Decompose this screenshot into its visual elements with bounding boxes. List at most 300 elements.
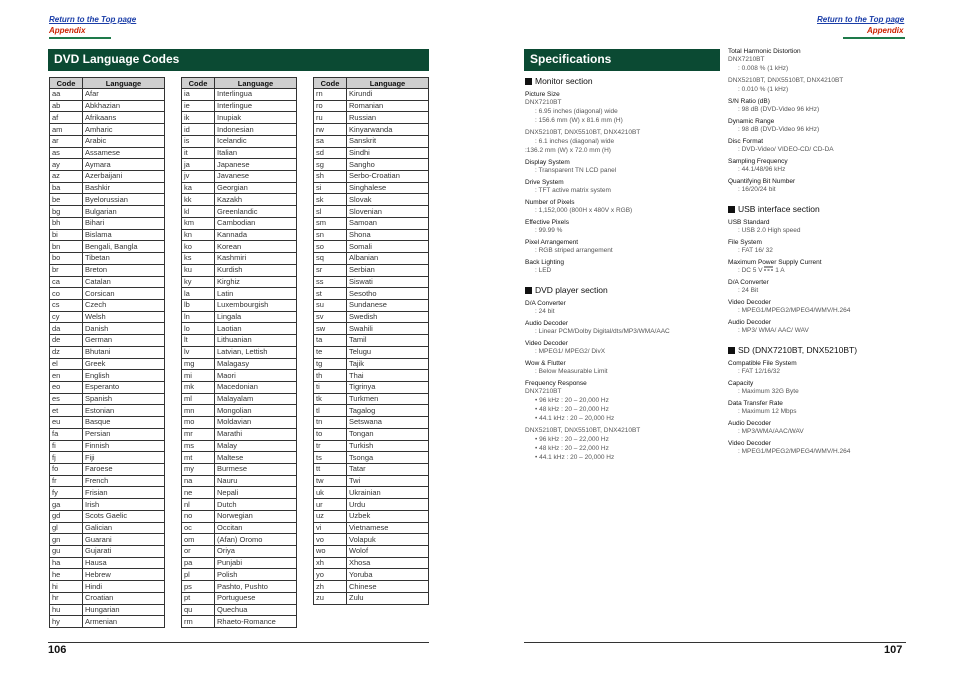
table-row <box>182 370 297 382</box>
spec-value: : 156.6 mm (W) x 81.6 mm (H) <box>535 117 623 124</box>
table-row <box>182 534 297 546</box>
table-row <box>182 522 297 534</box>
table-row <box>182 499 297 511</box>
table-row <box>182 159 297 171</box>
table-row <box>314 100 429 112</box>
language-name-cell: Greenlandic <box>215 206 297 218</box>
table-row <box>314 206 429 218</box>
table-row <box>314 299 429 311</box>
language-code-cell: ps <box>182 581 215 593</box>
language-name-cell: Samoan <box>347 217 429 229</box>
table-row <box>182 264 297 276</box>
language-code-cell: sn <box>314 229 347 241</box>
language-code-cell: om <box>182 534 215 546</box>
table-row <box>182 89 297 101</box>
language-name-cell: Malayalam <box>215 393 297 405</box>
spec-value: : RGB striped arrangement <box>535 247 613 254</box>
table-row <box>314 581 429 593</box>
table-row <box>182 592 297 604</box>
language-name-cell: Telugu <box>347 346 429 358</box>
language-name-cell: Inupiak <box>215 112 297 124</box>
language-name-cell: Serbo-Croatian <box>347 171 429 183</box>
table-row <box>182 487 297 499</box>
language-name-cell: Singhalese <box>347 182 429 194</box>
spec-value: : MPEG1/MPEG2/MPEG4/WMV/H.264 <box>738 448 851 455</box>
language-name-cell: Croatian <box>83 592 165 604</box>
language-code-cell: sd <box>314 147 347 159</box>
language-name-cell: Twi <box>347 475 429 487</box>
usb-video-decoder-label: Video Decoder <box>728 299 771 306</box>
language-code-cell: sg <box>314 159 347 171</box>
frequency-item: • 44.1 kHz : 20 – 20,000 Hz <box>535 415 615 422</box>
language-name-cell: (Afan) Oromo <box>215 534 297 546</box>
square-bullet-icon <box>728 347 735 354</box>
language-name-cell: Kurdish <box>215 264 297 276</box>
dc-symbol-icon <box>764 266 773 272</box>
table-row <box>182 604 297 616</box>
language-name-cell: Faroese <box>83 464 165 476</box>
effective-pixels-label: Effective Pixels <box>525 219 569 226</box>
spec-value: : 99.99 % <box>535 227 563 234</box>
language-name-cell: Siswati <box>347 276 429 288</box>
language-name-cell: Bulgarian <box>83 206 165 218</box>
usb-standard-label: USB Standard <box>728 219 770 226</box>
language-code-cell: my <box>182 464 215 476</box>
language-name-cell: Russian <box>347 112 429 124</box>
table-row <box>314 464 429 476</box>
spec-value: : FAT 12/16/32 <box>738 368 781 375</box>
language-name-cell: Hindi <box>83 581 165 593</box>
spec-value: : 6.95 inches (diagonal) wide <box>535 108 618 115</box>
language-name-cell: Italian <box>215 147 297 159</box>
header-rule-left <box>49 37 111 39</box>
table-row <box>182 358 297 370</box>
language-code-cell: gu <box>50 546 83 558</box>
language-name-cell: Moldavian <box>215 417 297 429</box>
language-name-cell: Xhosa <box>347 557 429 569</box>
language-name-cell: Lingala <box>215 311 297 323</box>
table-row <box>50 510 165 522</box>
col-header-code: Code <box>314 78 347 89</box>
table-row <box>314 346 429 358</box>
table-row <box>182 557 297 569</box>
table-row <box>314 417 429 429</box>
sd-section-heading: SD (DNX7210BT, DNX5210BT) <box>728 345 908 355</box>
language-name-cell: Galician <box>83 522 165 534</box>
language-code-cell: to <box>314 428 347 440</box>
table-row <box>182 147 297 159</box>
table-row <box>182 428 297 440</box>
language-code-cell: sm <box>314 217 347 229</box>
spec-value: : 44.1/48/96 kHz <box>738 166 786 173</box>
pixel-arrangement-label: Pixel Arrangement <box>525 239 579 246</box>
language-name-cell: Fiji <box>83 452 165 464</box>
table-row <box>182 417 297 429</box>
language-code-cell: gl <box>50 522 83 534</box>
language-code-cell: mg <box>182 358 215 370</box>
table-row <box>182 464 297 476</box>
table-row <box>50 370 165 382</box>
sd-audio-decoder-label: Audio Decoder <box>728 420 771 427</box>
spec-value: : 98 dB (DVD-Video 96 kHz) <box>738 126 820 133</box>
language-code-cell: kn <box>182 229 215 241</box>
table-row <box>182 276 297 288</box>
language-code-cell: eu <box>50 417 83 429</box>
table-row <box>314 253 429 265</box>
table-row <box>50 112 165 124</box>
language-code-cell: ru <box>314 112 347 124</box>
col-header-language: Language <box>215 78 297 89</box>
spec-value: : Linear PCM/Dolby Digital/dts/MP3/WMA/AAC <box>535 328 670 335</box>
language-name-cell: Hausa <box>83 557 165 569</box>
language-name-cell: Icelandic <box>215 135 297 147</box>
language-code-cell: rw <box>314 124 347 136</box>
table-row <box>182 546 297 558</box>
language-code-cell: uz <box>314 510 347 522</box>
back-lighting-label: Back Lighting <box>525 259 565 266</box>
language-name-cell: Kirghiz <box>215 276 297 288</box>
language-code-cell: is <box>182 135 215 147</box>
language-name-cell: Sanskrit <box>347 135 429 147</box>
table-row <box>182 100 297 112</box>
language-name-cell: Aymara <box>83 159 165 171</box>
table-row <box>50 569 165 581</box>
language-code-cell: mi <box>182 370 215 382</box>
language-code-cell: bi <box>50 229 83 241</box>
language-code-cell: sq <box>314 253 347 265</box>
table-row <box>314 405 429 417</box>
language-name-cell: Romanian <box>347 100 429 112</box>
table-row <box>314 487 429 499</box>
language-code-cell: tr <box>314 440 347 452</box>
language-name-cell: Albanian <box>347 253 429 265</box>
language-code-table-3 <box>313 77 429 605</box>
table-row <box>50 253 165 265</box>
language-code-cell: hy <box>50 616 83 628</box>
table-row <box>314 229 429 241</box>
table-row <box>50 206 165 218</box>
language-name-cell: Basque <box>83 417 165 429</box>
language-name-cell: Hebrew <box>83 569 165 581</box>
language-code-cell: ks <box>182 253 215 265</box>
language-name-cell: Mongolian <box>215 405 297 417</box>
usb-da-converter-label: D/A Converter <box>728 279 769 286</box>
language-code-cell: tw <box>314 475 347 487</box>
language-code-cell: hu <box>50 604 83 616</box>
language-code-cell: sv <box>314 311 347 323</box>
language-name-cell: Spanish <box>83 393 165 405</box>
language-name-cell: Sangho <box>347 159 429 171</box>
sd-file-system-label: Compatible File System <box>728 360 797 367</box>
table-row <box>314 217 429 229</box>
dvd-language-codes-title: DVD Language Codes <box>48 49 429 71</box>
language-name-cell: Punjabi <box>215 557 297 569</box>
language-code-cell: eo <box>50 381 83 393</box>
section-label-left: Appendix <box>49 26 86 35</box>
square-bullet-icon <box>525 78 532 85</box>
language-name-cell: Occitan <box>215 522 297 534</box>
table-row <box>182 288 297 300</box>
header-rule-right <box>843 37 905 39</box>
language-code-cell: ba <box>50 182 83 194</box>
table-row <box>314 182 429 194</box>
spec-value: : 0.010 % (1 kHz) <box>738 86 789 93</box>
language-name-cell: Ukrainian <box>347 487 429 499</box>
language-code-cell: fj <box>50 452 83 464</box>
language-code-cell: or <box>182 546 215 558</box>
language-name-cell: Frisian <box>83 487 165 499</box>
table-row <box>50 217 165 229</box>
spec-column-1 <box>525 74 721 466</box>
language-code-cell: fi <box>50 440 83 452</box>
wow-flutter-label: Wow & Flutter <box>525 360 566 367</box>
table-row <box>182 194 297 206</box>
language-code-cell: ha <box>50 557 83 569</box>
language-code-cell: sr <box>314 264 347 276</box>
table-row <box>314 534 429 546</box>
table-row <box>314 475 429 487</box>
language-code-cell: su <box>314 299 347 311</box>
language-code-cell: am <box>50 124 83 136</box>
language-name-cell: Somali <box>347 241 429 253</box>
language-name-cell: Kazakh <box>215 194 297 206</box>
language-code-cell: tn <box>314 417 347 429</box>
language-code-cell: en <box>50 370 83 382</box>
table-row <box>50 194 165 206</box>
table-row <box>50 288 165 300</box>
language-code-cell: ik <box>182 112 215 124</box>
top-page-link-left[interactable]: Return to the Top page <box>49 15 137 24</box>
language-name-cell: Setswana <box>347 417 429 429</box>
table-row <box>182 124 297 136</box>
language-code-cell: pl <box>182 569 215 581</box>
language-code-cell: lb <box>182 299 215 311</box>
language-name-cell: Kashmiri <box>215 253 297 265</box>
spec-value: : 0.008 % (1 kHz) <box>738 65 789 72</box>
usb-interface-section-heading: USB interface section <box>728 204 908 214</box>
spec-value: : 98 dB (DVD-Video 96 kHz) <box>738 106 820 113</box>
language-name-cell: Greek <box>83 358 165 370</box>
language-code-cell: br <box>50 264 83 276</box>
language-code-cell: co <box>50 288 83 300</box>
language-name-cell: Danish <box>83 323 165 335</box>
language-code-cell: es <box>50 393 83 405</box>
language-name-cell: Yoruba <box>347 569 429 581</box>
language-name-cell: Gujarati <box>83 546 165 558</box>
language-code-cell: mt <box>182 452 215 464</box>
language-code-cell: zu <box>314 592 347 604</box>
language-name-cell: Tongan <box>347 428 429 440</box>
page-number-left: 106 <box>48 644 67 656</box>
spec-value: : Maximum 12 Mbps <box>738 408 797 415</box>
language-name-cell: Cambodian <box>215 217 297 229</box>
language-name-cell: Marathi <box>215 428 297 440</box>
language-name-cell: Malay <box>215 440 297 452</box>
language-code-cell: he <box>50 569 83 581</box>
language-name-cell: Kannada <box>215 229 297 241</box>
table-row <box>182 182 297 194</box>
language-name-cell: Tatar <box>347 464 429 476</box>
language-name-cell: Korean <box>215 241 297 253</box>
language-code-cell: kl <box>182 206 215 218</box>
language-name-cell: Polish <box>215 569 297 581</box>
language-name-cell: Zulu <box>347 592 429 604</box>
language-code-cell: ln <box>182 311 215 323</box>
table-row <box>50 581 165 593</box>
model-label: DNX5210BT, DNX5510BT, DNX4210BT <box>728 77 844 84</box>
language-code-cell: nl <box>182 499 215 511</box>
table-row <box>314 358 429 370</box>
language-code-cell: na <box>182 475 215 487</box>
table-row <box>314 288 429 300</box>
language-code-cell: hr <box>50 592 83 604</box>
language-name-cell: Assamese <box>83 147 165 159</box>
col-header-code: Code <box>182 78 215 89</box>
display-system-label: Display System <box>525 159 570 166</box>
table-row <box>314 522 429 534</box>
language-code-cell: lo <box>182 323 215 335</box>
spec-value: :136.2 mm (W) x 72.0 mm (H) <box>525 147 611 154</box>
language-code-cell: th <box>314 370 347 382</box>
language-name-cell: Luxembourgish <box>215 299 297 311</box>
language-code-cell: qu <box>182 604 215 616</box>
language-name-cell: Arabic <box>83 135 165 147</box>
language-code-cell: aa <box>50 89 83 101</box>
language-name-cell: Tajik <box>347 358 429 370</box>
table-row <box>50 171 165 183</box>
table-row <box>50 440 165 452</box>
language-code-cell: ga <box>50 499 83 511</box>
table-row <box>314 592 429 604</box>
language-code-cell: ja <box>182 159 215 171</box>
language-code-cell: ku <box>182 264 215 276</box>
table-row <box>314 370 429 382</box>
language-name-cell: Chinese <box>347 581 429 593</box>
spec-value: : TFT active matrix system <box>535 187 611 194</box>
table-row <box>182 241 297 253</box>
language-code-cell: az <box>50 171 83 183</box>
table-row <box>182 171 297 183</box>
spec-value: : 16/20/24 bit <box>738 186 776 193</box>
language-code-cell: fa <box>50 428 83 440</box>
picture-size-label: Picture Size <box>525 91 560 98</box>
language-name-cell: Oriya <box>215 546 297 558</box>
table-row <box>182 475 297 487</box>
thd-label: Total Harmonic Distortion <box>728 48 801 55</box>
table-row <box>182 335 297 347</box>
language-code-cell: vo <box>314 534 347 546</box>
language-name-cell: Estonian <box>83 405 165 417</box>
table-row <box>314 124 429 136</box>
specifications-title: Specifications <box>524 49 720 71</box>
language-code-cell: be <box>50 194 83 206</box>
table-row <box>182 206 297 218</box>
language-code-cell: zh <box>314 581 347 593</box>
table-row <box>50 499 165 511</box>
table-row <box>50 229 165 241</box>
language-code-cell: rm <box>182 616 215 628</box>
table-row <box>314 393 429 405</box>
table-row <box>50 89 165 101</box>
sd-data-transfer-label: Data Transfer Rate <box>728 400 783 407</box>
table-row <box>50 475 165 487</box>
language-name-cell: Tibetan <box>83 253 165 265</box>
table-row <box>314 440 429 452</box>
language-code-cell: sa <box>314 135 347 147</box>
frequency-item: • 96 kHz : 20 – 20,000 Hz <box>535 397 609 404</box>
table-row <box>314 147 429 159</box>
sn-ratio-label: S/N Ratio (dB) <box>728 98 770 105</box>
language-name-cell: Latin <box>215 288 297 300</box>
language-name-cell: Portuguese <box>215 592 297 604</box>
language-code-cell: yo <box>314 569 347 581</box>
disc-format-label: Disc Format <box>728 138 764 145</box>
language-name-cell: Japanese <box>215 159 297 171</box>
table-row <box>314 428 429 440</box>
language-code-cell: ms <box>182 440 215 452</box>
model-label: DNX5210BT, DNX5510BT, DNX4210BT <box>525 129 641 136</box>
table-row <box>50 323 165 335</box>
table-row <box>182 510 297 522</box>
table-row <box>314 499 429 511</box>
dynamic-range-label: Dynamic Range <box>728 118 775 125</box>
language-code-cell: ca <box>50 276 83 288</box>
language-code-cell: si <box>314 182 347 194</box>
spec-value: : 1,152,000 (800H x 480V x RGB) <box>535 207 633 214</box>
model-label: DNX5210BT, DNX5510BT, DNX4210BT <box>525 427 641 434</box>
spec-value: : MPEG1/MPEG2/MPEG4/WMV/H.264 <box>738 307 851 314</box>
language-name-cell: Sundanese <box>347 299 429 311</box>
video-decoder-label: Video Decoder <box>525 340 568 347</box>
table-row <box>314 569 429 581</box>
table-row <box>182 393 297 405</box>
table-row <box>50 182 165 194</box>
language-name-cell: Shona <box>347 229 429 241</box>
language-code-cell: xh <box>314 557 347 569</box>
top-page-link-right[interactable]: Return to the Top page <box>817 15 905 24</box>
language-name-cell: Bislama <box>83 229 165 241</box>
language-name-cell: Urdu <box>347 499 429 511</box>
spec-value: : 24 bit <box>535 308 555 315</box>
language-name-cell: Javanese <box>215 171 297 183</box>
table-row <box>50 464 165 476</box>
frequency-item: • 48 kHz : 20 – 22,000 Hz <box>535 445 609 452</box>
language-name-cell: Indonesian <box>215 124 297 136</box>
spec-value: : DVD-Video/ VIDEO-CD/ CD-DA <box>738 146 834 153</box>
table-row <box>50 299 165 311</box>
quantifying-bit-label: Quantifying Bit Number <box>728 178 796 185</box>
table-row <box>314 112 429 124</box>
spec-column-2 <box>728 45 908 460</box>
dvd-player-section-heading: DVD player section <box>525 285 721 295</box>
language-name-cell: Afrikaans <box>83 112 165 124</box>
table-row <box>314 510 429 522</box>
language-name-cell: Swahili <box>347 323 429 335</box>
language-code-cell: bn <box>50 241 83 253</box>
language-code-cell: ay <box>50 159 83 171</box>
language-name-cell: Sindhi <box>347 147 429 159</box>
language-name-cell: Norwegian <box>215 510 297 522</box>
language-name-cell: Pashto, Pushto <box>215 581 297 593</box>
language-name-cell: Sesotho <box>347 288 429 300</box>
table-row <box>50 241 165 253</box>
language-name-cell: Bhutani <box>83 346 165 358</box>
language-code-cell: ti <box>314 381 347 393</box>
table-row <box>50 522 165 534</box>
table-row <box>50 147 165 159</box>
table-row <box>50 276 165 288</box>
square-bullet-icon <box>728 206 735 213</box>
